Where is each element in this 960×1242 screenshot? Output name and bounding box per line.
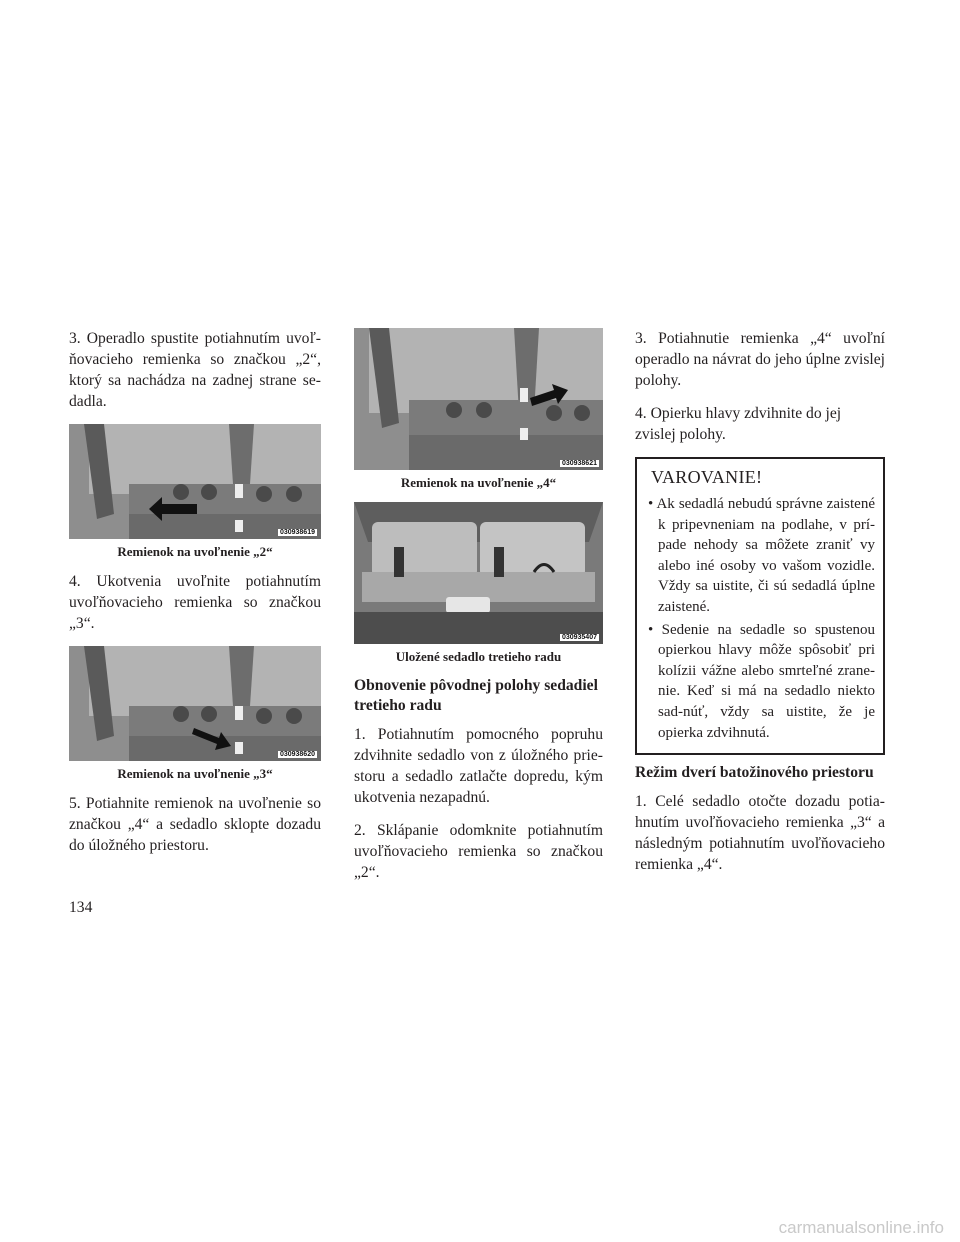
figure-release-strap-4 [354, 328, 603, 470]
figure-code: 030938619 [279, 529, 315, 536]
watermark: carmanualsonline.info [778, 1218, 944, 1237]
warning-item: • Sedenie na sedadle so spustenou opierkou hlavy môže spôsobiť pri kolízii vážne alebo smrteľné zrane-nie. Keď si má na sedadlo niekto sad-núť, vždy sa uistite, že je opierka zdvihnutá. [645, 620, 875, 744]
figure-caption: Remienok na uvoľnenie „3“ [117, 766, 273, 781]
section-heading: Režim dverí batožinového priestoru [635, 764, 874, 782]
figure-code: 030938621 [561, 460, 597, 467]
figure-release-strap-3 [69, 646, 321, 761]
step-4-text: 4. Opierku hlavy zdvihnite do jej zvislej polohy. [635, 405, 842, 443]
page-number: 134 [69, 899, 93, 916]
step-4-text: 4. Ukotvenia uvoľnite potiahnutím uvoľňovacieho remienka so značkou „3“. [69, 573, 321, 632]
column-1 [69, 328, 321, 868]
step-1-text: 1. Celé sedadlo otočte dozadu potia-hnutím uvoľňovacieho remienka „3“ a následným potiahnutím uvoľňovacieho remienka „4“. [635, 793, 885, 874]
step-2-text: 2. Sklápanie odomknite potiahnutím uvoľňovacieho remienka so značkou „2“. [354, 822, 603, 881]
figure-caption: Remienok na uvoľnenie „4“ [400, 475, 557, 490]
section-heading: Obnovenie pôvodnej polohy sedadiel tretieho radu [354, 677, 598, 714]
figure-caption: Uložené sedadlo tretieho radu [395, 649, 562, 664]
step-5-text: 5. Potiahnite remienok na uvoľnenie so značkou „4“ a sedadlo sklopte dozadu do úložného priestoru. [69, 795, 321, 854]
figure-release-strap-2 [69, 424, 321, 539]
warning-box [635, 457, 885, 755]
warning-item: • Ak sedadlá nebudú správne zaistené k pripevneniam na podlahe, v prí-pade nehody sa môžete zraniť vy alebo iné osoby vo vašom vozidle. Vždy sa uistite, či sú sedadlá úplne zaistené. [645, 494, 875, 618]
step-1-text: 1. Potiahnutím pomocného popruhu zdvihnite sedadlo von z úložného prie-storu a sedadlo zatlačte dopredu, kým ukotvenia nezapadnú. [354, 726, 603, 806]
column-2 [354, 328, 603, 895]
warning-title: VAROVANIE! [651, 467, 763, 487]
seat-illustration-2 [69, 646, 321, 761]
seat-illustration-1 [69, 424, 321, 539]
figure-caption: Remienok na uvoľnenie „2“ [117, 544, 273, 559]
figure-stowed-seat [354, 502, 603, 644]
seat-illustration-3 [354, 328, 603, 470]
step-3-text: 3. Operadlo spustite potiahnutím uvoľ-ňovacieho remienka so značkou „2“, ktorý sa nachádza na zadnej strane se-dadla. [69, 330, 321, 410]
figure-code: 030938620 [279, 751, 315, 758]
stowed-seat-illustration [354, 502, 603, 644]
column-3 [635, 328, 885, 887]
step-3-text: 3. Potiahnutie remienka „4“ uvoľní operadlo na návrat do jeho úplne zvislej polohy. [635, 330, 885, 389]
warning-list [645, 494, 875, 743]
figure-code: 030935407 [561, 634, 597, 641]
